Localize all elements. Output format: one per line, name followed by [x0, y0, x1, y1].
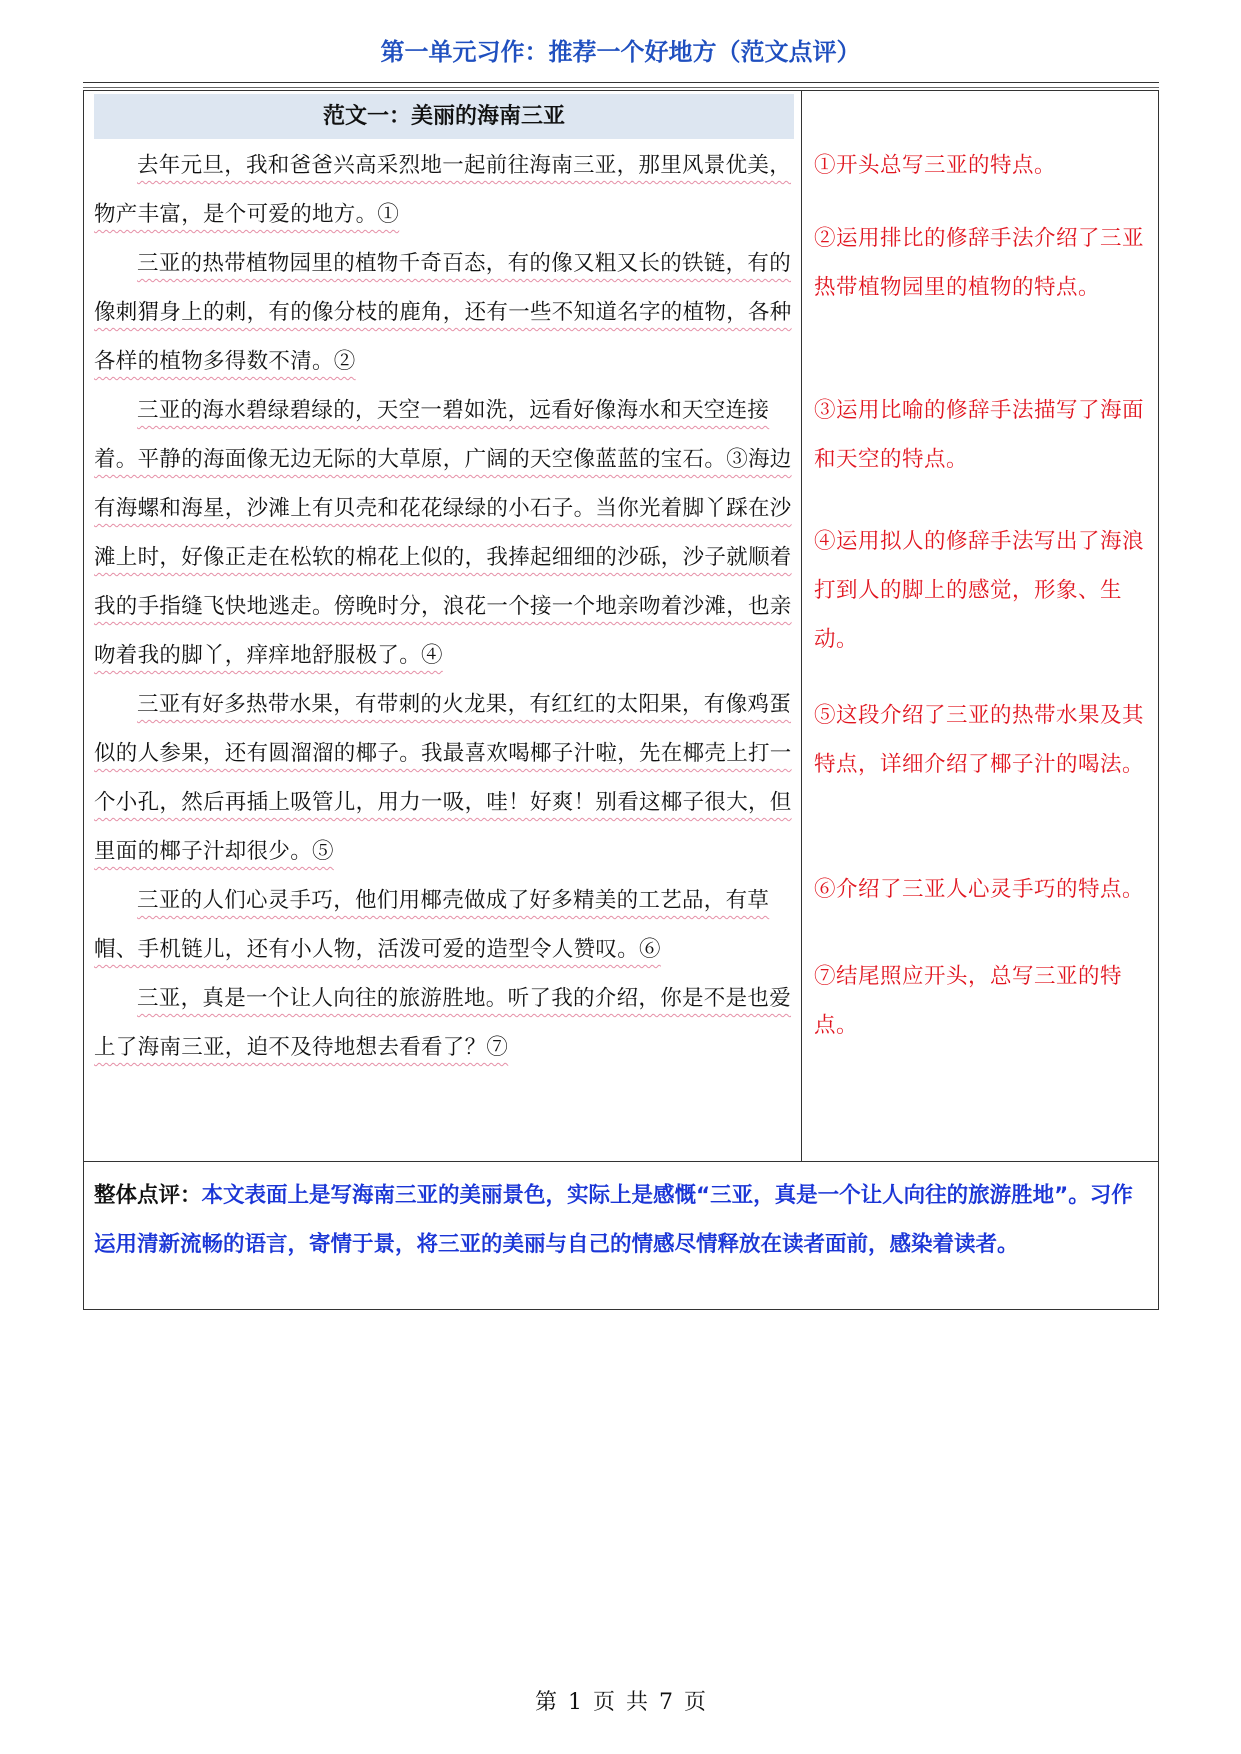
- overall-comment-text: 本文表面上是写海南三亚的美丽景色，实际上是感慨“三亚，真是一个让人向往的旅游胜地”。习作运用清新流畅的语言，寄情于景，将三亚的美丽与自己的情感尽情释放在读者面前，感染着读者。: [94, 1183, 1133, 1257]
- essay-paragraph-5: 三亚的人们心灵手巧，他们用椰壳做成了好多精美的工艺品，有草帽、手机链儿，还有小人物，活泼可爱的造型令人赞叹。⑥: [94, 888, 770, 962]
- annotation-4: ④运用拟人的修辞手法写出了海浪打到人的脚上的感觉，形象、生动。: [814, 529, 1145, 652]
- overall-comment: [94, 1171, 1150, 1269]
- annotation-1: ①开头总写三亚的特点。: [814, 153, 1057, 178]
- annotation-2: ②运用排比的修辞手法介绍了三亚热带植物园里的植物的特点。: [814, 226, 1145, 300]
- overall-comment-label: 整体点评：: [94, 1183, 202, 1208]
- annotation-5: ⑤这段介绍了三亚的热带水果及其特点，详细介绍了椰子汁的喝法。: [814, 703, 1145, 777]
- essay-paragraph-4: 三亚有好多热带水果，有带刺的火龙果，有红红的太阳果，有像鸡蛋似的人参果，还有圆溜溜的椰子。我最喜欢喝椰子汁啦，先在椰壳上打一个小孔，然后再插上吸管儿，用力一吸，哇！好爽！别看这椰子很大，但里面的椰子汁却很少。⑤: [94, 692, 792, 864]
- essay-paragraph-2: 三亚的热带植物园里的植物千奇百态，有的像又粗又长的铁链，有的像刺猬身上的刺，有的像分枝的鹿角，还有一些不知道名字的植物，各种各样的植物多得数不清。②: [94, 251, 792, 374]
- annotation-7: ⑦结尾照应开头，总写三亚的特点。: [814, 964, 1123, 1038]
- header-rule-thin: [83, 87, 1159, 88]
- essay-paragraph-6: 三亚，真是一个让人向往的旅游胜地。听了我的介绍，你是不是也爱上了海南三亚，迫不及待地想去看看了？⑦: [94, 986, 792, 1060]
- essay-paragraph-1: 去年元旦，我和爸爸兴高采烈地一起前往海南三亚，那里风景优美，物产丰富，是个可爱的地方。①: [94, 153, 792, 227]
- essay-title: 范文一：美丽的海南三亚: [322, 104, 565, 129]
- row-divider: [84, 1161, 1158, 1162]
- column-divider: [801, 91, 802, 1161]
- annotation-6: ⑥介绍了三亚人心灵手巧的特点。: [814, 877, 1145, 902]
- header-rule: [83, 82, 1159, 83]
- essay-paragraph-3: 三亚的海水碧绿碧绿的，天空一碧如洗，远看好像海水和天空连接着。平静的海面像无边无际的大草原，广阔的天空像蓝蓝的宝石。③海边有海螺和海星，沙滩上有贝壳和花花绿绿的小石子。当你光着脚丫踩在沙滩上时，好像正走在松软的棉花上似的，我捧起细细的沙砾，沙子就顺着我的手指缝飞快地逃走。傍晚时分，浪花一个接一个地亲吻着沙滩，也亲吻着我的脚丫，痒痒地舒服极了。④: [94, 398, 792, 668]
- essay-table: [83, 90, 1159, 1310]
- page-header-title: 第一单元习作：推荐一个好地方（范文点评）: [380, 38, 861, 66]
- essay-body: [94, 141, 796, 1072]
- annotation-3: ③运用比喻的修辞手法描写了海面和天空的特点。: [814, 398, 1145, 472]
- page-number: 第 1 页 共 7 页: [535, 1690, 706, 1715]
